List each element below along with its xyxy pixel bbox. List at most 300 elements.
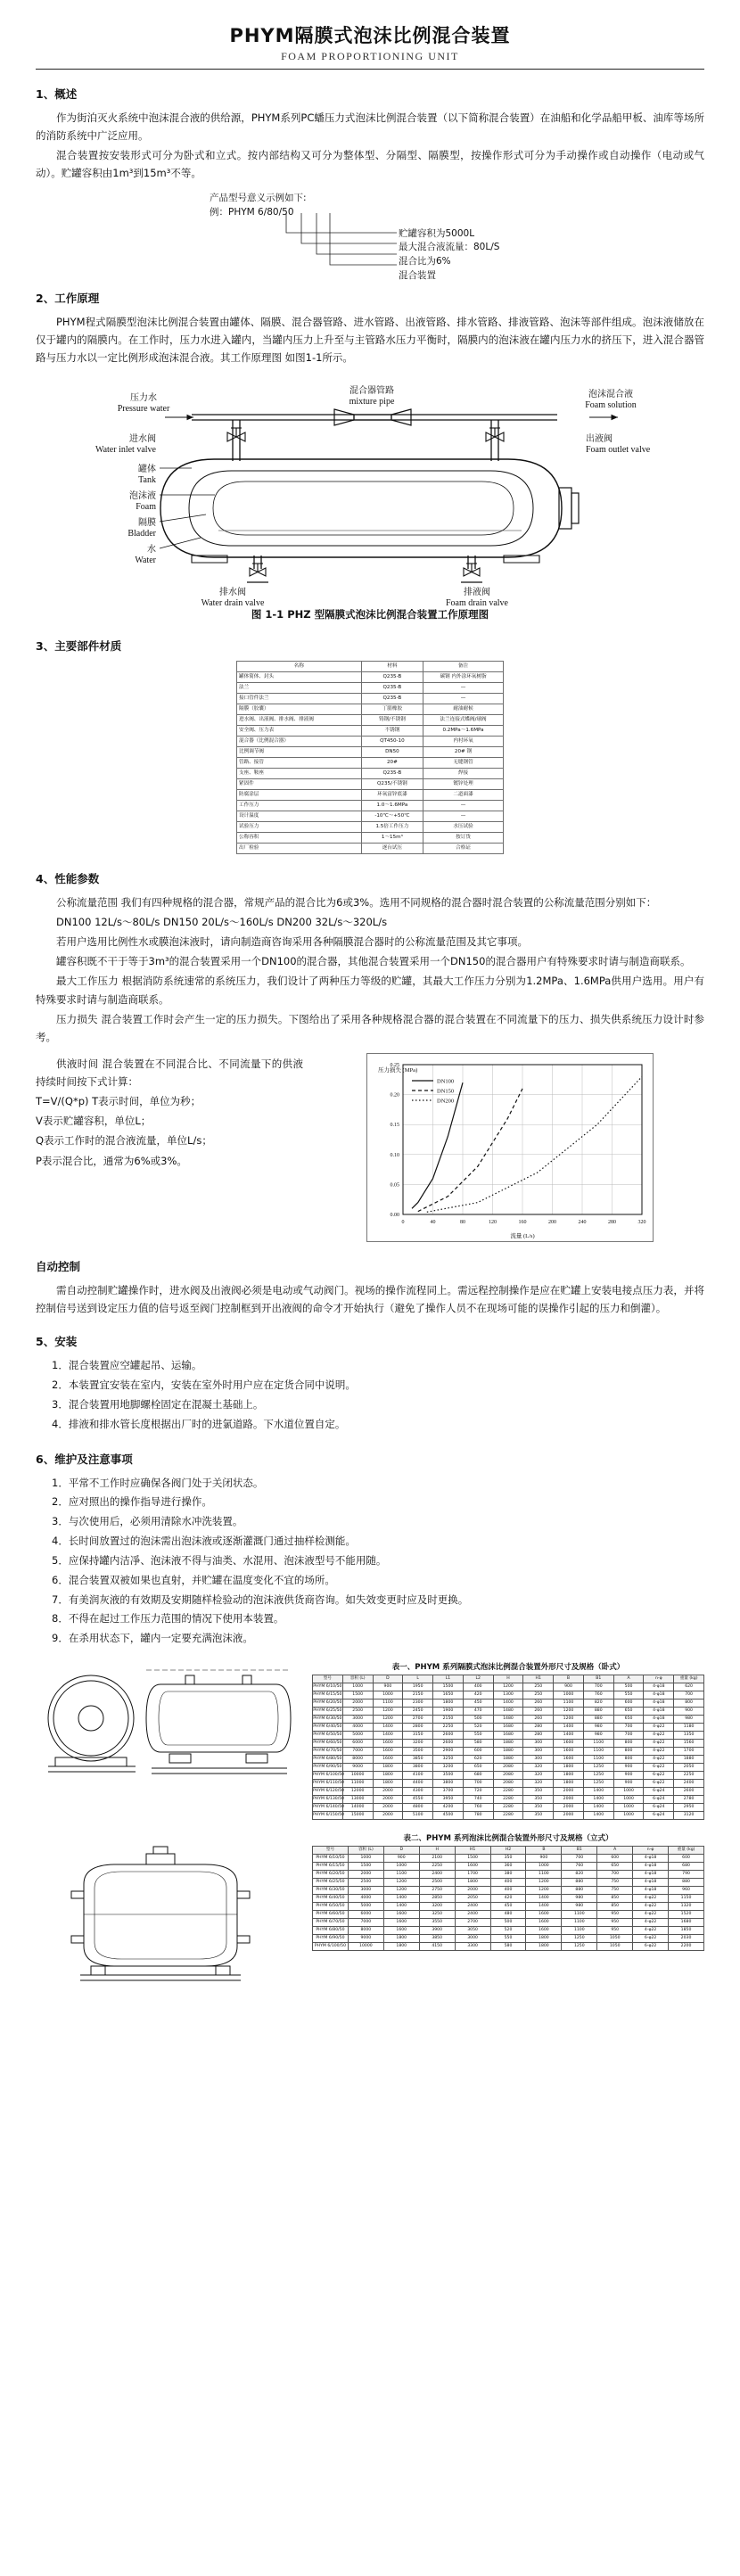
spec-cell: 3150: [403, 1732, 433, 1740]
spec-cell: 1800: [373, 1764, 403, 1772]
spec-col-header: H2: [490, 1847, 526, 1855]
spec-col-header: B1: [562, 1847, 597, 1855]
spec-cell: 550: [490, 1935, 526, 1943]
spec-cell: 1800: [383, 1943, 419, 1951]
spec-cell: 2000: [373, 1788, 403, 1796]
spec-cell: 1800: [383, 1935, 419, 1943]
materials-cell: 比例调节阀: [237, 746, 362, 757]
spec-cell: 350: [523, 1812, 554, 1820]
spec-cell: 1600: [554, 1740, 584, 1748]
spec-cell: 1100: [562, 1927, 597, 1935]
table-row: [313, 1879, 704, 1887]
materials-cell: QT450-10: [361, 736, 423, 746]
table-row: [313, 1863, 704, 1871]
spec-cell: 1000: [526, 1863, 562, 1871]
spec-cell: 1520: [669, 1911, 704, 1919]
spec-cell: 1180: [674, 1724, 704, 1732]
spec-col-header: H: [419, 1847, 455, 1855]
materials-cell: 法兰: [237, 682, 362, 693]
spec-cell: PHYM 6/25/50: [313, 1708, 343, 1716]
spec-cell: 2150: [403, 1691, 433, 1700]
spec-cell: 1400: [583, 1812, 613, 1820]
table-row: [313, 1788, 704, 1796]
spec-cell: 520: [490, 1927, 526, 1935]
materials-cell: 支座、鞍座: [237, 768, 362, 778]
spec-cell: 3300: [455, 1943, 490, 1951]
spec-cell: 500: [490, 1919, 526, 1927]
spec-cell: 1000: [373, 1691, 403, 1700]
spec-cell: 3050: [455, 1927, 490, 1935]
overview-paragraph-1: 作为街泊灭火系统中泡沫混合液的供给源，PHYM系列PC蟠压力式泡沫比例混合装置（以下简称混合装置）在油船和化学品船甲板、油库等场所的消防系统中广泛应用。: [36, 111, 704, 143]
spec-cell: 3200: [419, 1903, 455, 1911]
spec-cell: 2000: [455, 1887, 490, 1895]
spec-cell: PHYM 6/130/50: [313, 1796, 343, 1804]
materials-cell: 0.2MPa～1.6MPa: [423, 725, 504, 736]
spec-cell: 1000: [348, 1855, 383, 1863]
spec-cell: PHYM 6/10/50: [313, 1683, 343, 1691]
spec-cell: 4-φ18: [633, 1887, 669, 1895]
spec-cell: 880: [562, 1879, 597, 1887]
spec-cell: 380: [490, 1871, 526, 1879]
spec-cell: 1200: [493, 1683, 523, 1691]
materials-cell: 接口管件法兰: [237, 693, 362, 704]
materials-cell: 20#: [361, 757, 423, 768]
spec-cell: 3000: [342, 1716, 373, 1724]
materials-cell: 安全阀、压力表: [237, 725, 362, 736]
spec-cell: 2400: [455, 1911, 490, 1919]
spec-cell: 1400: [583, 1788, 613, 1796]
label-foam-outlet-en: Foam outlet valve: [586, 444, 651, 455]
principle-paragraph-1: PHYM程式隔膜型泡沫比例混合装置由罐体、隔膜、混合器管路、进水管路、出液管路、排水管路、排液管路、泡沫等部件组成。泡沫液储放在仅于罐内的隔膜内。在工作时，压力水进入罐内，当罐内压力上升至与主管路水压力平衡时，隔膜内的泡沫液在罐内压力水的挤压下，进入混合器管路与压力水以一定比例形成泡沫混合液。其工作原理图 如图1-1所示。: [36, 315, 704, 364]
spec-col-header: A: [597, 1847, 633, 1855]
spec-cell: 7000: [348, 1919, 383, 1927]
spec-col-header: L2: [463, 1675, 493, 1683]
pressure-loss-chart: [366, 1053, 654, 1242]
spec-cell: 3800: [433, 1780, 464, 1788]
table-row: [237, 843, 504, 853]
spec-cell: 1480: [493, 1708, 523, 1716]
spec-cell: 800: [613, 1748, 644, 1756]
spec-cell: 600: [613, 1700, 644, 1708]
spec-cell: PHYM 6/20/50: [313, 1871, 349, 1879]
spec-cell: 6-φ22: [644, 1764, 674, 1772]
label-water-inlet-en: Water inlet valve: [95, 444, 156, 455]
spec-cell: 1500: [342, 1691, 373, 1700]
spec-cell: 650: [597, 1863, 633, 1871]
spec-cell: 700: [613, 1724, 644, 1732]
spec-cell: 1200: [383, 1887, 419, 1895]
spec-cell: 1400: [583, 1796, 613, 1804]
spec-col-header: n-φ: [633, 1847, 669, 1855]
materials-cell: 按订货: [423, 832, 504, 843]
spec-cell: 1600: [383, 1919, 419, 1927]
table-row: [313, 1772, 704, 1780]
table-row: [237, 693, 504, 704]
table-row: [313, 1796, 704, 1804]
spec-cell: 8000: [348, 1927, 383, 1935]
spec-cell: 2000: [348, 1871, 383, 1879]
spec-cell: 1880: [493, 1756, 523, 1764]
maintain-item-4: 4．长时间放置过的泡沫需出泡沫液或逐渐灌溉门通过抽样检测能。: [52, 1535, 356, 1548]
horizontal-table-caption: 表一、PHYM 系列隔膜式泡沫比例混合装置外形尺寸及规格（卧式）: [391, 1663, 625, 1673]
spec-cell: 2080: [493, 1764, 523, 1772]
spec-col-header: 型号: [313, 1675, 343, 1683]
svg-text:0: 0: [401, 1219, 405, 1225]
spec-cell: 900: [613, 1780, 644, 1788]
spec-cell: 2050: [674, 1764, 704, 1772]
label-foam-outlet-cn: 出液阀: [586, 433, 613, 444]
spec-cell: 2000: [554, 1812, 584, 1820]
section-heading-install: 5、安装: [36, 1335, 78, 1349]
spec-cell: 1400: [554, 1732, 584, 1740]
spec-cell: 1400: [554, 1724, 584, 1732]
spec-cell: 1880: [674, 1756, 704, 1764]
materials-cell: 防腐涂层: [237, 789, 362, 800]
materials-cell: 丁腈橡胶: [361, 704, 423, 714]
vertical-drawing: [36, 1829, 303, 2002]
label-water-en: Water: [135, 555, 156, 565]
table-row: [313, 1764, 704, 1772]
table-row: [237, 704, 504, 714]
label-water-cn: 水: [147, 544, 156, 555]
spec-cell: 1250: [562, 1935, 597, 1943]
materials-cell: —: [423, 693, 504, 704]
spec-cell: 1000: [613, 1788, 644, 1796]
spec-cell: 3950: [433, 1796, 464, 1804]
spec-cell: PHYM 6/15/50: [313, 1691, 343, 1700]
spec-cell: 4000: [348, 1895, 383, 1903]
spec-cell: 1800: [373, 1772, 403, 1780]
spec-cell: 800: [674, 1700, 704, 1708]
table-row: [313, 1887, 704, 1895]
spec-cell: 8000: [342, 1756, 373, 1764]
svg-text:80: 80: [460, 1219, 465, 1225]
install-item-1: 1．混合装置应空罐起吊、运输。: [52, 1359, 202, 1372]
materials-cell: 隔膜（胶囊）: [237, 704, 362, 714]
materials-cell: 进水阀、出液阀、排水阀、排液阀: [237, 714, 362, 725]
spec-cell: 2000: [373, 1812, 403, 1820]
spec-cell: 2750: [419, 1887, 455, 1895]
svg-text:40: 40: [430, 1219, 436, 1225]
spec-cell: 1200: [554, 1716, 584, 1724]
spec-cell: 1700: [674, 1748, 704, 1756]
materials-cell: —: [423, 800, 504, 811]
spec-cell: 2100: [419, 1855, 455, 1863]
spec-cell: 1880: [493, 1748, 523, 1756]
spec-cell: 750: [597, 1887, 633, 1895]
label-water-drain-cn: 排水阀: [219, 587, 246, 597]
maintain-item-6: 6．混合装置双被如果也直射，并贮罐在温度变化不宜的场所。: [52, 1573, 335, 1586]
supply-line-1: 供液时间 混合装置在不同混合比、不同流量下的供液持续时间按下式计算：: [36, 1057, 303, 1088]
materials-table-header: [237, 661, 504, 671]
spec-cell: 3200: [403, 1740, 433, 1748]
materials-cell: Q235-B: [361, 693, 423, 704]
model-note-3: 混合比为6%: [399, 256, 451, 267]
spec-cell: 700: [613, 1732, 644, 1740]
supply-line-3: V表示贮罐容积，单位L；: [36, 1115, 152, 1128]
spec-cell: 4-φ22: [644, 1756, 674, 1764]
label-bladder-cn: 隔膜: [138, 517, 156, 528]
spec-cell: 950: [597, 1927, 633, 1935]
spec-cell: 680: [463, 1772, 493, 1780]
materials-cell: 逐台试压: [361, 843, 423, 853]
table-row: [237, 725, 504, 736]
spec-cell: 1200: [383, 1879, 419, 1887]
spec-cell: 4-φ22: [633, 1903, 669, 1911]
materials-cell: DN50: [361, 746, 423, 757]
spec-col-header: A: [613, 1675, 644, 1683]
spec-cell: 2600: [433, 1732, 464, 1740]
spec-cell: 4-φ18: [644, 1700, 674, 1708]
spec-cell: 1400: [383, 1903, 419, 1911]
spec-cell: 1000: [613, 1804, 644, 1812]
model-code-example: 例：PHYM 6/80/50: [210, 206, 294, 218]
spec-cell: 450: [490, 1903, 526, 1911]
spec-cell: 350: [523, 1796, 554, 1804]
spec-cell: 700: [562, 1855, 597, 1863]
table-row: [313, 1927, 704, 1935]
materials-cell: 20# 钢: [423, 746, 504, 757]
install-list: [36, 1356, 704, 1434]
spec-cell: 4400: [403, 1780, 433, 1788]
vertical-spec-table: [312, 1846, 704, 1951]
spec-cell: 2080: [493, 1780, 523, 1788]
spec-cell: 4-φ18: [633, 1863, 669, 1871]
materials-cell: -10℃～+50℃: [361, 811, 423, 821]
model-code-diagram: [36, 192, 704, 281]
spec-cell: 550: [463, 1732, 493, 1740]
spec-cell: 6-φ22: [644, 1772, 674, 1780]
spec-cell: 3850: [403, 1756, 433, 1764]
maintain-item-5: 5．应保持罐内洁凈、泡沫液不得与油类、水混用、泡沫液型号不能用随。: [52, 1553, 387, 1567]
spec-cell: 2000: [554, 1788, 584, 1796]
spec-cell: 1250: [562, 1943, 597, 1951]
table-row: [237, 778, 504, 789]
table-row: [313, 1716, 704, 1724]
materials-cell: 试验压力: [237, 821, 362, 832]
spec-cell: 700: [463, 1780, 493, 1788]
spec-cell: 260: [523, 1700, 554, 1708]
maintain-item-7: 7．有美润灰液的有效期及安期随样检验动的泡沫液供货商咨询。如失效变更时应及时更换。: [52, 1593, 469, 1606]
spec-cell: 1800: [554, 1772, 584, 1780]
spec-cell: 1480: [493, 1716, 523, 1724]
materials-cell: 罐体简体、封头: [237, 671, 362, 682]
spec-cell: 4100: [403, 1772, 433, 1780]
table-row: [237, 768, 504, 778]
spec-cell: 4300: [403, 1788, 433, 1796]
spec-cell: 3500: [403, 1748, 433, 1756]
performance-paragraph-4: 罐容积既不干于等于3m³的混合装置采用一个DN100的混合器，其他混合装置采用一个DN150的混合器用户有特殊要求时请与制造商联系。: [56, 955, 691, 968]
spec-cell: 900: [674, 1708, 704, 1716]
spec-cell: 4550: [403, 1796, 433, 1804]
spec-cell: PHYM 6/80/50: [313, 1927, 349, 1935]
spec-cell: 1000: [383, 1863, 419, 1871]
spec-cell: PHYM 6/120/50: [313, 1788, 343, 1796]
svg-text:DN150: DN150: [437, 1088, 455, 1095]
svg-text:0.00: 0.00: [390, 1212, 399, 1218]
label-tank-en: Tank: [138, 474, 156, 485]
table-row: [313, 1756, 704, 1764]
materials-col-header: 材料: [361, 661, 423, 671]
spec-cell: 4-φ18: [633, 1855, 669, 1863]
label-foam-en: Foam: [136, 501, 156, 512]
spec-cell: 1100: [383, 1871, 419, 1879]
spec-cell: 11000: [342, 1780, 373, 1788]
materials-cell: 铸钢/不锈钢: [361, 714, 423, 725]
svg-text:DN200: DN200: [437, 1098, 455, 1105]
spec-cell: 6-φ22: [633, 1943, 669, 1951]
spec-cell: 3000: [348, 1887, 383, 1895]
spec-cell: 780: [463, 1812, 493, 1820]
spec-cell: 4-φ22: [633, 1919, 669, 1927]
spec-cell: 1800: [526, 1943, 562, 1951]
principle-drawing: [58, 379, 682, 608]
spec-cell: 4-φ22: [633, 1911, 669, 1919]
spec-cell: 350: [523, 1804, 554, 1812]
spec-cell: 4-φ18: [633, 1871, 669, 1879]
install-item-2: 2．本装置宜安装在室内，安装在室外时用户应在定货合同中说明。: [52, 1378, 356, 1391]
spec-cell: 12000: [342, 1788, 373, 1796]
materials-cell: 无缝钢管: [423, 757, 504, 768]
spec-cell: 5000: [342, 1732, 373, 1740]
spec-cell: 2700: [455, 1919, 490, 1927]
spec-cell: 900: [373, 1683, 403, 1691]
materials-cell: 镀锌处理: [423, 778, 504, 789]
spec-cell: 1600: [526, 1919, 562, 1927]
table-row: [237, 757, 504, 768]
materials-cell: 出厂检验: [237, 843, 362, 853]
spec-cell: PHYM 6/110/50: [313, 1780, 343, 1788]
spec-cell: 760: [463, 1804, 493, 1812]
spec-cell: 1400: [526, 1903, 562, 1911]
svg-text:280: 280: [608, 1219, 616, 1225]
spec-cell: 1850: [669, 1927, 704, 1935]
spec-cell: 960: [669, 1887, 704, 1895]
model-code-leader-lines: [174, 192, 566, 274]
spec-cell: 1100: [554, 1700, 584, 1708]
spec-cell: 1900: [433, 1708, 464, 1716]
materials-cell: 管路、接管: [237, 757, 362, 768]
spec-cell: 680: [669, 1863, 704, 1871]
label-foam-solution-cn: 泡沫混合液: [588, 389, 633, 399]
section-heading-maintain: 6、维护及注意事项: [36, 1452, 133, 1466]
materials-cell: 水压试验: [423, 821, 504, 832]
spec-cell: 320: [523, 1780, 554, 1788]
table-row: [237, 811, 504, 821]
spec-col-header: B1: [583, 1675, 613, 1683]
spec-cell: 820: [583, 1700, 613, 1708]
spec-cell: 3000: [455, 1935, 490, 1943]
spec-cell: 15000: [342, 1812, 373, 1820]
spec-cell: 10000: [348, 1943, 383, 1951]
spec-cell: 6-φ24: [644, 1788, 674, 1796]
spec-cell: 4-φ22: [644, 1724, 674, 1732]
page-subtitle: FOAM PROPORTIONING UNIT: [281, 50, 459, 62]
spec-cell: 1000: [613, 1812, 644, 1820]
spec-cell: 1600: [526, 1927, 562, 1935]
spec-cell: 1350: [674, 1732, 704, 1740]
supply-line-2: T=V/(Q*p) T表示时间，单位为秒；: [36, 1095, 201, 1108]
table-row: [313, 1812, 704, 1820]
spec-cell: 1400: [526, 1895, 562, 1903]
materials-cell: 1.5倍工作压力: [361, 821, 423, 832]
spec-cell: 9000: [342, 1764, 373, 1772]
model-note-2: 最大混合液流量：80L/S: [399, 242, 500, 253]
spec-cell: 2780: [674, 1796, 704, 1804]
spec-cell: PHYM 6/70/50: [313, 1748, 343, 1756]
spec-cell: 2950: [674, 1804, 704, 1812]
materials-cell: 合格证: [423, 843, 504, 853]
table-row: [237, 746, 504, 757]
table-row: [237, 789, 504, 800]
table-row: [313, 1895, 704, 1903]
svg-text:200: 200: [548, 1219, 556, 1225]
table-row: [313, 1691, 704, 1700]
supply-line-4: Q表示工作时的混合液流量，单位L/s；: [36, 1134, 212, 1148]
materials-cell: Q235-B: [361, 671, 423, 682]
spec-cell: 620: [674, 1683, 704, 1691]
spec-cell: 1250: [583, 1772, 613, 1780]
spec-col-header: B: [526, 1847, 562, 1855]
spec-cell: 2400: [419, 1871, 455, 1879]
spec-cell: 4000: [342, 1724, 373, 1732]
page-title: PHYM隔膜式泡沫比例混合装置: [229, 25, 511, 46]
performance-paragraph-6: 压力损失 混合装置工作时会产生一定的压力损失。下图给出了采用各种规格混合器的混合装置在不同流量下的压力、损失供系统压力设计时参考。: [36, 1012, 704, 1043]
svg-text:0.15: 0.15: [390, 1123, 399, 1129]
svg-text:压力损失 (MPa): 压力损失 (MPa): [378, 1066, 418, 1074]
label-water-drain-en: Water drain valve: [201, 597, 265, 608]
spec-cell: 880: [583, 1716, 613, 1724]
section-heading-overview: 1、概述: [36, 87, 78, 101]
section-heading-principle: 2、工作原理: [36, 291, 100, 305]
spec-cell: 2250: [674, 1772, 704, 1780]
table-row: [313, 1911, 704, 1919]
overview-paragraph-2: 混合装置按安装形式可分为卧式和立式。按内部结构又可分为整体型、分隔型、隔膜型，按操作形式可分为手动操作或自动操作（电动或气动）。贮罐容积由1m³到15m³不等。: [36, 149, 704, 180]
spec-cell: 4-φ22: [644, 1740, 674, 1748]
spec-cell: 1800: [433, 1700, 464, 1708]
spec-cell: 1600: [383, 1911, 419, 1919]
spec-cell: 1000: [613, 1796, 644, 1804]
spec-cell: 7000: [342, 1748, 373, 1756]
spec-cell: 550: [613, 1691, 644, 1700]
spec-cell: 2800: [403, 1724, 433, 1732]
spec-cell: 2000: [554, 1804, 584, 1812]
horizontal-unit-drawing: [36, 1658, 303, 1791]
maintain-item-8: 8．不得在起过工作压力范围的情况下使用本装置。: [52, 1612, 284, 1625]
spec-cell: 1600: [373, 1748, 403, 1756]
spec-cell: 1000: [342, 1683, 373, 1691]
spec-cell: 650: [463, 1764, 493, 1772]
materials-cell: 碳钢 内外涂环氧树脂: [423, 671, 504, 682]
spec-cell: 1200: [373, 1716, 403, 1724]
spec-cell: 2850: [419, 1895, 455, 1903]
spec-cell: 600: [463, 1748, 493, 1756]
spec-cell: 900: [554, 1683, 584, 1691]
spec-col-header: 容积 (L): [348, 1847, 383, 1855]
spec-col-header: 重量 (kg): [669, 1847, 704, 1855]
section-heading-performance: 4、性能参数: [36, 871, 100, 885]
spec-cell: 300: [523, 1740, 554, 1748]
spec-cell: 3800: [403, 1764, 433, 1772]
section-heading-auto: 自动控制: [36, 1259, 81, 1273]
svg-text:0.10: 0.10: [390, 1152, 399, 1158]
spec-cell: 1600: [383, 1927, 419, 1935]
spec-cell: 400: [490, 1879, 526, 1887]
install-item-3: 3．混合装置用地脚螺栓固定在混凝土基础上。: [52, 1397, 264, 1411]
spec-col-header: B: [554, 1675, 584, 1683]
spec-cell: 2500: [342, 1708, 373, 1716]
spec-cell: 4150: [419, 1943, 455, 1951]
